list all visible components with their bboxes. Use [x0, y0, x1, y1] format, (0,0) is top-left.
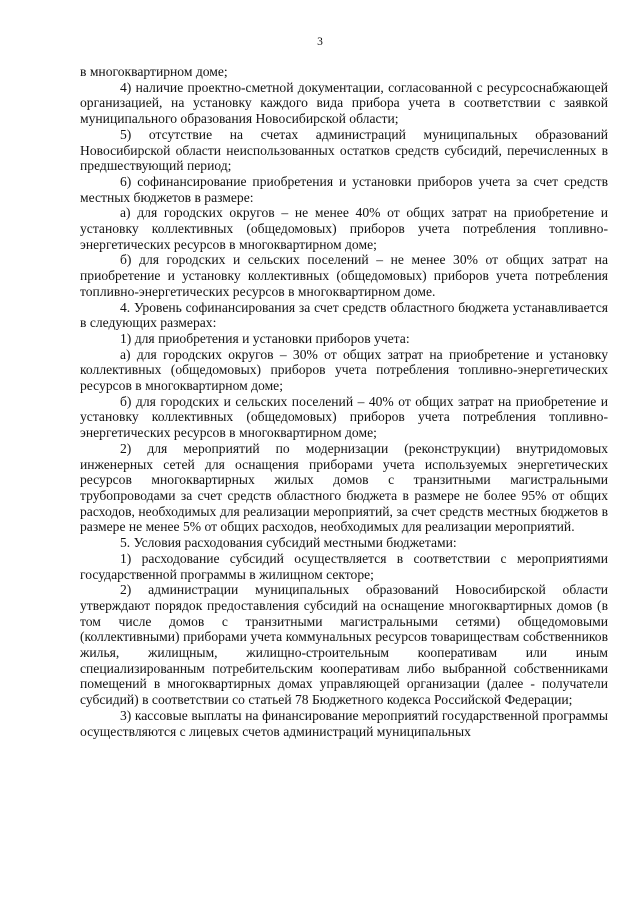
- paragraph-item-2-modernization: 2) для мероприятий по модернизации (реконструкции) внутридомовых инженерных сетей для оснащения приборами учета используемых энергетических ресурсов многоквартирных жилых домов с транзитными магистральными трубопроводами за счет средств областного бюджета в размере не более 95% от общих расходов, необходимых для реализации мероприятий, за счет средств местных бюджетов в размере не менее 5% от общих расходов, необходимых для реализации мероприятий.: [80, 440, 608, 535]
- paragraph-continuation: в многоквартирном доме;: [80, 64, 228, 79]
- paragraph-item-4-design-docs: 4) наличие проектно-сметной документации, согласованной с ресурсоснабжающей организацией, на установку каждого вида прибора учета в соответствии с заявкой муниципального образования Новосибирской области;: [80, 79, 608, 127]
- paragraph-item-6-cofinancing: 6) софинансирование приобретения и установки приборов учета за счет средств местных бюджетов в размере:: [80, 173, 608, 205]
- paragraph-item-1a-urban-districts: а) для городских округов – 30% от общих затрат на приобретение и установку коллективных (общедомовых) приборов учета потребления топливно-энергетических ресурсов в многоквартирном доме;: [80, 346, 608, 394]
- paragraph-section-4-cofinancing-level: 4. Уровень софинансирования за счет средств областного бюджета устанавливается в следующих размерах:: [80, 299, 608, 331]
- paragraph-item-1-meters: 1) для приобретения и установки приборов учета:: [120, 330, 410, 346]
- paragraph-item-2-procedure: 2) администрации муниципальных образований Новосибирской области утверждают порядок предоставления субсидий на оснащение многоквартирных домов (в том числе домов с транзитными магистральными сетями) общедомовыми (коллективными) приборами учета коммунальных ресурсов товариществам собственников жилья, жилищным, жилищно-строительным кооперативам или иным специализированным потребительским кооперативам либо выбранной собственниками помещений в многоквартирных домах управляющей организации (далее - получатели субсидий) в соответствии со статьей 78 Бюджетного кодекса Российской Федерации;: [80, 582, 608, 708]
- paragraph-section-5-spending-conditions: 5. Условия расходования субсидий местными бюджетами:: [120, 535, 457, 551]
- paragraph-item-6a-urban-districts: а) для городских округов – не менее 40% от общих затрат на приобретение и установку коллективных (общедомовых) приборов учета потребления топливно-энергетических ресурсов в многоквартирном доме;: [80, 205, 608, 252]
- paragraph-item-1-spending: 1) расходование субсидий осуществляется в соответствии с мероприятиями государственной программы в жилищном секторе;: [80, 550, 608, 582]
- paragraph-item-5-no-unused-balances: 5) отсутствие на счетах администраций муниципальных образований Новосибирской области неиспользованных остатков средств субсидий, перечисленных в предшествующий период;: [80, 126, 608, 174]
- paragraph-item-6b-settlements: б) для городских и сельских поселений – не менее 30% от общих затрат на приобретение и установку коллективных (общедомовых) приборов учета потребления топливно-энергетических ресурсов в многоквартирном доме.: [80, 252, 608, 299]
- paragraph-item-1b-settlements: б) для городских и сельских поселений – 40% от общих затрат на приобретение и установку коллективных (общедомовых) приборов учета потребления топливно-энергетических ресурсов в многоквартирном доме;: [80, 393, 608, 441]
- page-number: 3: [317, 36, 323, 48]
- paragraph-item-3-cash-payments: 3) кассовые выплаты на финансирование мероприятий государственной программы осуществляются с лицевых счетов администраций муниципальных: [80, 707, 608, 739]
- document-body: [80, 64, 608, 739]
